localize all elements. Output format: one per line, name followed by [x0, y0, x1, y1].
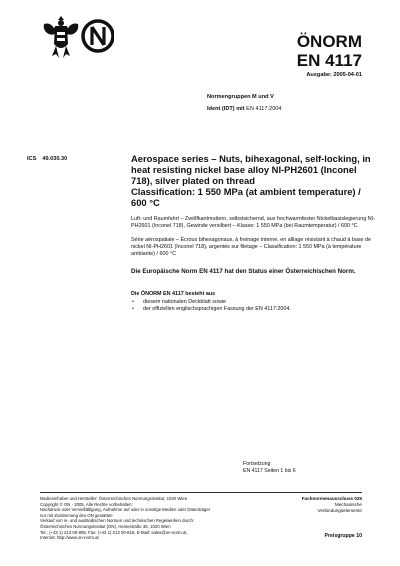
norm-groups: Normengruppen M und V	[207, 94, 274, 100]
footer-line: Nachdruck oder Vervielfältigung, Aufnahme auf oder in sonstige Medien oder Datenträger	[40, 507, 211, 513]
title-english: Aerospace series – Nuts, bihexagonal, self-locking, in heat resisting nickel base alloy NI-PH2601 (Inconel 718), silver plated on thread Classification: 1 550 MPa (at ambient temperature) / 600 °C	[131, 153, 371, 208]
committee-line: Mechanische	[334, 502, 362, 508]
footer-line: Österreichisches Normungsinstitut (ON), Heinestraße 38, 1020 Wien	[40, 523, 171, 529]
standard-name: ÖNORM	[296, 32, 362, 51]
continuation-pages: EN 4117 Seiten 1 bis 6	[243, 467, 296, 474]
committee-info	[302, 496, 362, 515]
austrian-eagle-logo	[40, 14, 114, 62]
committee-label: Fachnormenausschuss 029	[301, 496, 362, 501]
footer-line: Copyright © ON - 2005. Alle Rechte vorbehalten;	[40, 501, 133, 507]
main-content	[131, 153, 375, 314]
contents-heading: Die ÖNORM EN 4117 besteht aus	[131, 290, 216, 297]
issue-date: Ausgabe: 2005-04-01	[306, 72, 362, 78]
committee-line: Verbindungselemente	[317, 508, 362, 514]
footer-line: Tel.: (+43 1) 213 00-805, Fax: (+43 1) 213 00-818, E-Mail: sales@on-norm.at,	[40, 529, 188, 535]
contents-list	[131, 299, 375, 314]
status-statement: Die Europäische Norm EN 4117 hat den Status einer Österreichischen Norm.	[131, 268, 356, 275]
title-french: Série aérospatiale – Écrous bihexagonaux, à freinage interne, en alliage résistant à chaud à base de nickel NI-PH2601 (Inconel 718), argentés sur filetage – Classification: 1 550 MPa (à température ambiante) / 600 °C	[131, 237, 372, 257]
logo-group	[40, 14, 114, 62]
publisher-footer	[40, 496, 290, 541]
ics-label: ICS	[27, 156, 37, 162]
list-item: • der offiziellen englischsprachigen Fassung der EN 4117:2004.	[131, 306, 375, 314]
ics-code	[27, 156, 73, 162]
footer-divider	[40, 492, 362, 493]
ics-value: 49.030.30	[42, 156, 68, 162]
footer-line: Verkauf von in- und ausländischen Normen und technischen Regelwerken durch:	[40, 518, 195, 524]
on-mark-logo	[83, 21, 113, 51]
footer-line: nur mit Zustimmung des ON gestattet!	[40, 512, 113, 518]
continuation-note	[243, 461, 296, 474]
identity-line	[207, 104, 282, 116]
title-german: Luft- und Raumfahrt – Zwölfkantmuttern, selbstsichernd, aus hochwarmfester Nickelbasislegierung NI-PH2601 (Inconel 718), Gewinde versilbert – Klasse: 1 550 MPa (bei Raumtemperatur) / 600 °C	[131, 216, 375, 229]
continuation-label: Fortsetzung	[243, 461, 271, 467]
footer-line: Internet: http://www.on-norm.at	[40, 535, 99, 541]
footer-line: Medieninhaber und Hersteller: Österreichisches Normungsinstitut, 1020 Wien	[40, 496, 188, 501]
standard-number: EN 4117	[296, 51, 362, 70]
identity-value: EN 4117:2004	[246, 105, 282, 112]
price-group: Preisgruppe 10	[324, 533, 362, 539]
standard-heading	[297, 32, 362, 70]
list-item: • diesem nationalen Deckblatt sowie	[131, 299, 375, 307]
identity-label: Ident (IDT) mit	[207, 105, 245, 112]
norm-meta	[207, 92, 282, 115]
